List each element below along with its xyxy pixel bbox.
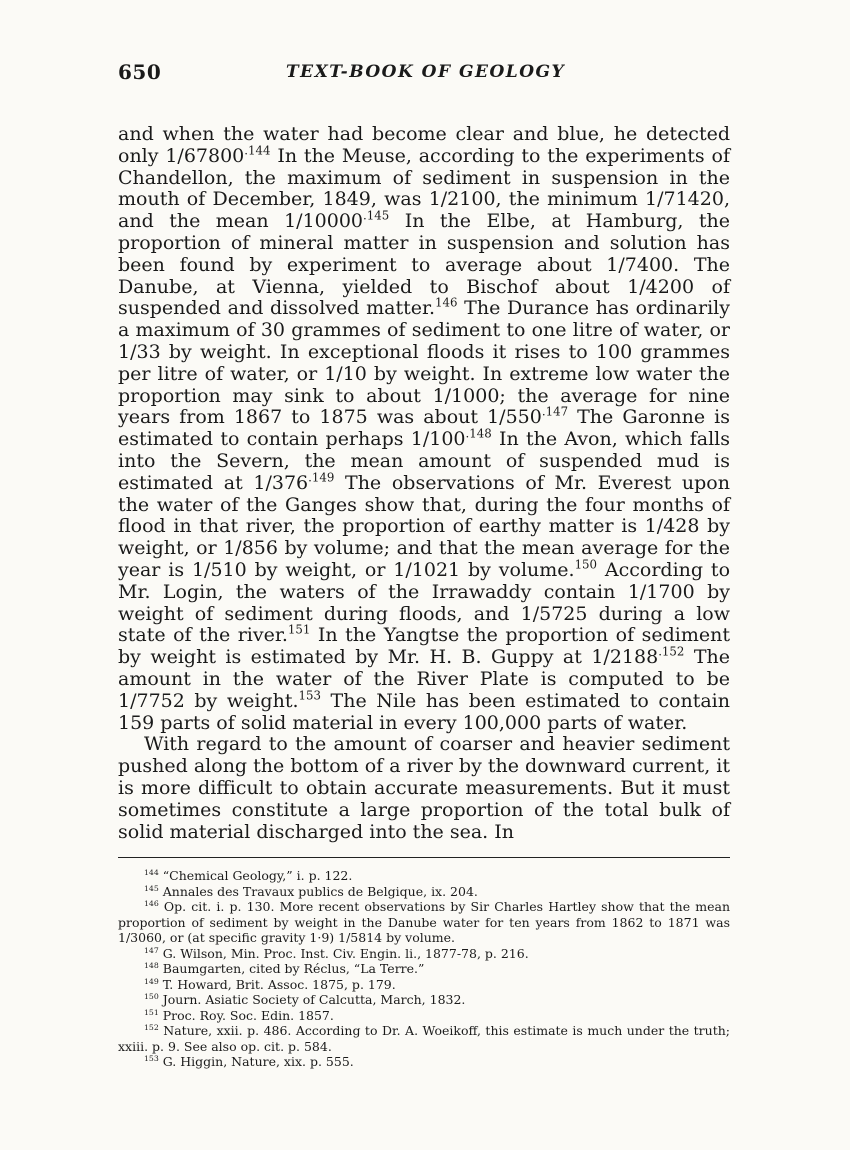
fraction: 1/1021 xyxy=(393,558,461,581)
footnote xyxy=(118,1023,730,1054)
footnote-ref: .144 xyxy=(244,143,271,158)
footnote-ref: .145 xyxy=(363,208,390,223)
text-run: The observations of Mr. Everest upon the water of the Ganges show that, during the four months of flood in that river, the proportion of earthy matter is xyxy=(118,471,730,538)
fraction: 1/100 xyxy=(410,428,466,451)
paragraph xyxy=(118,124,730,734)
footnote-ref: 151 xyxy=(144,1007,159,1017)
footnote-ref: 150 xyxy=(574,557,598,572)
footnote-ref: 146 xyxy=(435,296,458,311)
footnote-ref: 153 xyxy=(298,688,321,703)
text-run: The Durance has ordinarily a maximum of 30 grammes of sediment to one litre of water, or xyxy=(118,297,730,342)
fraction: 1/10 xyxy=(324,362,367,385)
fraction: 1/1700 xyxy=(627,580,695,603)
text-run: Annales des Travaux publics de Belgique, ix. 204. xyxy=(158,883,478,899)
text-run: by weight, or xyxy=(118,515,730,560)
text-run: G. Higgin, Nature, xix. p. 555. xyxy=(158,1054,354,1070)
fraction: 1/5725 xyxy=(520,602,588,625)
footnote xyxy=(118,961,730,977)
text-run: by weight. In exceptional floods it rises to 100 grammes per litre of water, or xyxy=(118,340,730,385)
footnote-ref: 150 xyxy=(144,992,159,1002)
text-run: Baumgarten, cited by Réclus, “La Terre.” xyxy=(158,961,425,977)
text-run: . The Danube, at Vienna, yielded to Bischof about xyxy=(118,253,731,298)
footnote-ref: 146 xyxy=(144,899,159,909)
fraction: 1/510 xyxy=(191,558,247,581)
text-run: In the Yangtse the proportion of sediment by weight is estimated by Mr. H. B. Guppy at xyxy=(118,624,730,669)
fraction: 1/5814 xyxy=(338,930,383,946)
fraction: 1/376 xyxy=(253,471,309,494)
text-run: by weight. xyxy=(184,689,299,712)
fraction: 1/67800 xyxy=(165,144,245,167)
fraction: 1/1000 xyxy=(432,384,500,407)
text-run: by volume. xyxy=(382,930,455,946)
fraction: 1/7752 xyxy=(118,689,185,712)
text-run: According to Mr. Login, the waters of the Irrawaddy contain xyxy=(118,558,731,603)
footnote-ref: .147 xyxy=(541,405,569,420)
footnote-divider xyxy=(118,857,730,858)
paragraph xyxy=(118,734,730,843)
text-run: G. Wilson, Min. Proc. Inst. Civ. Engin. li., 1877-78, p. 216. xyxy=(158,945,529,961)
footnote-ref: 153 xyxy=(144,1054,159,1064)
footnotes xyxy=(118,868,730,1070)
text-run: The amount in the water of the River Plate is computed to be xyxy=(118,646,730,690)
footnote xyxy=(118,977,730,993)
text-run: by weight. In extreme low water the proportion may sink to about xyxy=(118,362,730,407)
text-run: ; the average for nine years from 1867 to 1875 was about xyxy=(118,384,731,429)
text-run: , and the mean xyxy=(118,188,730,233)
footnote-ref: .152 xyxy=(658,644,685,659)
footnote-ref: 144 xyxy=(144,868,159,878)
footnote-ref: 151 xyxy=(287,623,311,637)
fraction: 1/856 xyxy=(223,537,278,560)
text-run: With regard to the amount of coarser and heavier sediment pushed along the bottom of a river by the downward current, it is more difficult to obtain accurate measurements. But it must sometimes constitute a large proportion of the total bulk of solid material discharged into the sea. In xyxy=(118,733,730,843)
fraction: 1/550 xyxy=(487,406,542,429)
text-run: , or (at specific gravity 1·9) xyxy=(161,930,339,946)
text-run: In the Meuse, according to the experiments of Chandellon, the maximum of sediment in suspension in the mouth of December, 1849, was xyxy=(118,144,730,211)
text-run: The Garonne is estimated to contain perhaps xyxy=(118,406,730,451)
footnote-ref: .149 xyxy=(308,470,335,485)
text-run: by weight of sediment during floods, and xyxy=(118,580,730,625)
fraction: 1/2188 xyxy=(591,646,659,669)
footnote-ref: 149 xyxy=(144,976,159,986)
text-run: Op. cit. i. p. 130. More recent observations by Sir Charles Hartley show that the mean proportion of sediment by weight in the Danube water for ten years from 1862 to 1871 was xyxy=(118,899,730,930)
text-run: by volume. xyxy=(460,558,575,581)
text-run: Proc. Roy. Soc. Edin. 1857. xyxy=(158,1007,334,1023)
text-run: Journ. Asiatic Society of Calcutta, March, 1832. xyxy=(158,992,466,1008)
fraction: 1/10000 xyxy=(284,210,364,233)
fraction: 1/71420 xyxy=(645,188,724,211)
text-run: by volume; and that the mean average for the year is xyxy=(118,537,730,581)
fraction: 1/4200 xyxy=(627,275,695,298)
footnote-ref: 152 xyxy=(144,1023,159,1033)
fraction: 1/33 xyxy=(118,340,161,363)
text-run: by weight, or xyxy=(246,558,394,581)
footnote-ref: 148 xyxy=(144,961,159,971)
footnote-ref: .148 xyxy=(465,426,492,441)
footnote xyxy=(118,1054,730,1070)
book-page xyxy=(118,56,730,1070)
text-run: In the Avon, which falls into the Severn, the mean amount of suspended mud is estimated at xyxy=(118,428,730,494)
footnote-ref: 147 xyxy=(144,945,159,955)
text-run: , the minimum xyxy=(495,188,646,211)
text-run: T. Howard, Brit. Assoc. 1875, p. 179. xyxy=(158,976,396,992)
text-run: and when the water had become clear and blue, he detected only xyxy=(118,123,730,167)
fraction: 1/7400 xyxy=(606,253,674,276)
footnote xyxy=(118,868,730,884)
running-title: TEXT-BOOK OF GEOLOGY xyxy=(286,62,566,82)
footnote xyxy=(118,992,730,1008)
text-run: of suspended and dissolved matter. xyxy=(118,275,730,320)
footnote xyxy=(118,884,730,900)
text-run: during a low state of the river. xyxy=(118,602,730,647)
text-run: Nature, xxii. p. 486. According to Dr. A. Woeikoff, this estimate is much under the truth; xxiii. p. 9. See also op. cit. p. 584. xyxy=(118,1023,730,1054)
footnote xyxy=(118,899,730,946)
text-run: “Chemical Geology,” i. p. 122. xyxy=(158,868,353,884)
page-number: 650 xyxy=(118,60,162,84)
fraction: 1/2100 xyxy=(428,188,496,211)
footnote xyxy=(118,946,730,962)
text-run: In the Elbe, at Hamburg, the proportion of mineral matter in suspension and solution has been found by experiment to average about xyxy=(118,210,730,276)
footnote xyxy=(118,1008,730,1024)
body-text xyxy=(118,124,730,843)
fraction: 1/428 xyxy=(644,515,700,538)
text-run: The Nile has been estimated to contain 159 parts of solid material in every 100,000 parts of water. xyxy=(118,689,730,734)
fraction: 1/3060 xyxy=(118,930,162,946)
page-header xyxy=(118,56,730,90)
footnote-ref: 145 xyxy=(144,883,159,893)
